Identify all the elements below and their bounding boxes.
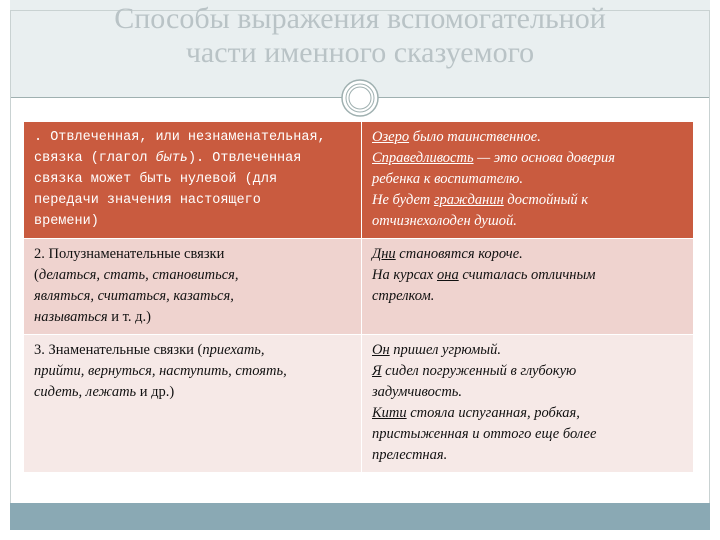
underlined-word: Дни — [372, 246, 396, 262]
cell-text: 2. Полузнаменательные связки — [34, 246, 225, 262]
cell-text: пристыженная и оттого еще более — [372, 426, 597, 442]
cell-text-italic: сидеть, лежать — [34, 384, 137, 400]
title-line-2: части именного сказуемого — [185, 36, 535, 69]
cell-text: . Отвлеченная, или незнаменательная, — [34, 130, 326, 145]
slide-title — [10, 2, 710, 70]
cell-text: ( — [34, 267, 39, 283]
cell-text-italic: прийти, вернуться, наступить, стоять, — [34, 363, 287, 379]
cell-text: было таинственное. — [409, 129, 541, 145]
cell-text: и др.) — [136, 384, 175, 400]
cell-text: стояла испуганная, робкая, — [406, 405, 580, 421]
cell-text: На курсах — [372, 267, 437, 283]
cell-text: считалась отличным — [458, 267, 596, 283]
cell-text-italic: являться, считаться, казаться, — [34, 288, 234, 304]
cell-text: ребенка к воспитателю. — [372, 171, 524, 187]
cell-text: связка (глагол — [34, 151, 156, 166]
copula-table — [23, 121, 694, 473]
title-line-1: Способы выражения вспомогательной — [114, 2, 606, 35]
table-row — [24, 239, 694, 335]
underlined-word: она — [437, 267, 459, 283]
row1-right-cell — [362, 122, 694, 239]
underlined-word: Кити — [372, 405, 407, 421]
cell-text: достойный к — [503, 192, 589, 208]
table-row — [24, 122, 694, 239]
cell-text: Не будет — [372, 192, 434, 208]
cell-text-italic: быть — [155, 151, 188, 166]
row2-left-cell — [24, 239, 362, 335]
row2-right-cell — [362, 239, 694, 335]
row3-left-cell — [24, 335, 362, 473]
row3-right-cell — [362, 335, 694, 473]
cell-text: передачи значения настоящего — [34, 193, 261, 208]
cell-text: задумчивость. — [372, 384, 463, 400]
bottom-band — [10, 503, 710, 530]
cell-text: сидел погруженный в глубокую — [381, 363, 577, 379]
cell-text: 3. Знаменательные связки ( — [34, 342, 203, 358]
cell-text: — это основа доверия — [473, 150, 616, 166]
underlined-word: гражданин — [433, 192, 504, 208]
row1-left-cell — [24, 122, 362, 239]
cell-text-italic: делаться, стать, становиться, — [38, 267, 239, 283]
cell-text-italic: приехать, — [202, 342, 265, 358]
cell-text: становятся короче. — [395, 246, 523, 262]
cell-text-italic: называться — [34, 309, 108, 325]
cell-text: прелестная. — [372, 447, 448, 463]
underlined-word: Озеро — [372, 129, 410, 145]
underlined-word: Он — [372, 342, 390, 358]
cell-text: отчизнехолоден душой. — [372, 213, 517, 229]
cell-text: пришел угрюмый. — [389, 342, 501, 358]
underlined-word: Я — [372, 363, 382, 379]
circle-ornament-icon — [340, 78, 380, 118]
table-row — [24, 335, 694, 473]
cell-text: времени) — [34, 214, 99, 229]
cell-text: стрелком. — [372, 288, 435, 304]
cell-text: ). Отвлеченная — [187, 151, 302, 166]
underlined-word: Справедливость — [372, 150, 474, 166]
cell-text: связка может быть нулевой (для — [34, 172, 278, 187]
cell-text: и т. д.) — [107, 309, 151, 325]
